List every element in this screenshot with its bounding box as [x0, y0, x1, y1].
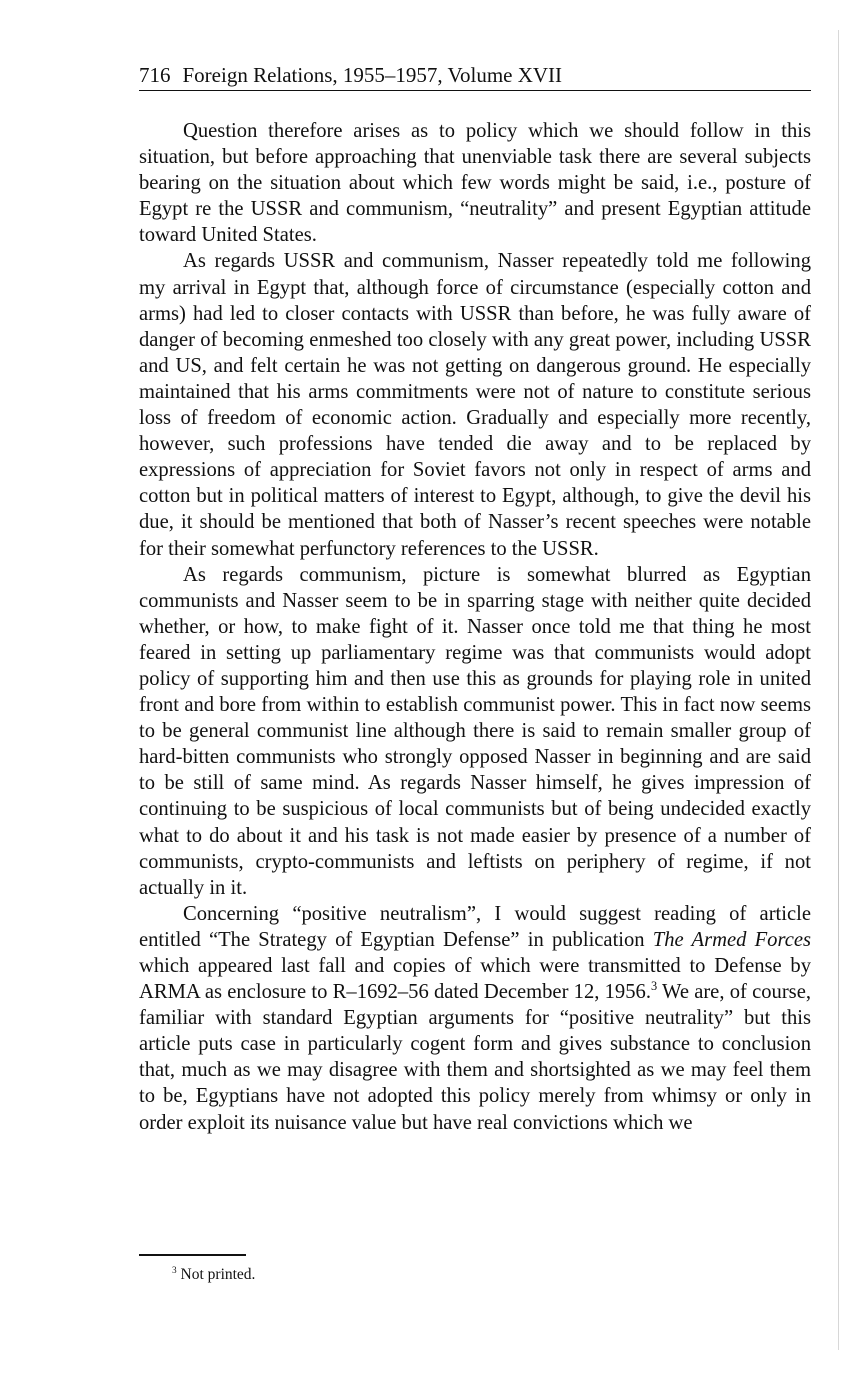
footnote-reference: 3: [650, 979, 658, 994]
paragraph-policy-question: Question therefore arises as to policy which we should follow in this situation, but before approaching that unenviable task there are several subjects bearing on the situation about which few words might be said, i.e., posture of Egypt re the USSR and communism, “neutrality” and present Egyptian attitude toward United States.: [139, 120, 811, 247]
paragraph-ussr-communism: As regards USSR and communism, Nasser repeatedly told me following my arrival in Egypt that, although force of circumstance (especially cotton and arms) had led to closer contacts with USSR than before, he was fully aware of danger of becoming enmeshed too closely with any great power, including USSR and US, and felt certain he was not getting on dangerous ground. He especially maintained that his arms commitments were not of nature to constitute serious loss of freedom of economic action. Gradually and especially more recently, however, such professions have tended die away and to be replaced by expressions of appreciation for Soviet favors not only in respect of arms and cotton but in political matters of interest to Egypt, although, to give the devil his due, it should be mentioned that both of Nasser’s recent speeches were notable for their somewhat perfunctory references to the USSR.: [139, 250, 811, 560]
footnote-text: Not printed.: [180, 1266, 256, 1283]
paragraph-text-part: which appeared last fall and copies of which were transmitted to Defense by ARMA as enclosure to R–1692–56 dated December 12, 1956.: [139, 955, 811, 1004]
paragraph-text-part: Concerning “positive neutralism”, I would suggest reading of article entitled “The Strategy of Egyptian Defense” in publication: [139, 902, 811, 951]
footnote-number: 3: [172, 1265, 177, 1276]
footnote-divider: [139, 1254, 246, 1256]
body-text: [139, 118, 811, 1136]
paragraph-text-part: We are, of course, familiar with standard Egyptian arguments for “positive neutrality” but this article puts case in particularly cogent form and gives substance to conclusion that, much as we may disagree with them and shortsighted as we may feel them to be, Egyptians have not adopted this policy merely from whimsy or only in order exploit its nuisance value but have real convictions which we: [139, 981, 811, 1134]
series-title: Foreign Relations, 1955–1957, Volume XVII: [182, 63, 563, 87]
publication-title: The Armed Forces: [652, 928, 812, 951]
paragraph-communism: As regards communism, picture is somewhat blurred as Egyptian communists and Nasser seem to be in sparring stage with neither quite decided whether, or how, to make fight of it. Nasser once told me that thing he most feared in setting up parliamentary regime was that communists would adopt policy of supporting him and then use this as grounds for playing role in united front and bore from within to establish communist power. This in fact now seems to be general communist line although there is said to remain smaller group of hard-bitten communists who strongly opposed Nasser in beginning and are said to be still of same mind. As regards Nasser himself, he gives impression of continuing to be suspicious of local communists but of being undecided exactly what to do about it and his task is not made easier by presence of a number of communists, crypto-communists and leftists on periphery of regime, if not actually in it.: [139, 563, 811, 899]
page-edge-shadow: [838, 30, 839, 1350]
paragraph-positive-neutralism: [139, 901, 811, 1136]
document-page: [139, 62, 811, 1136]
page-number: 716: [139, 63, 171, 87]
running-head: [139, 62, 811, 91]
footnote: [172, 1265, 255, 1285]
